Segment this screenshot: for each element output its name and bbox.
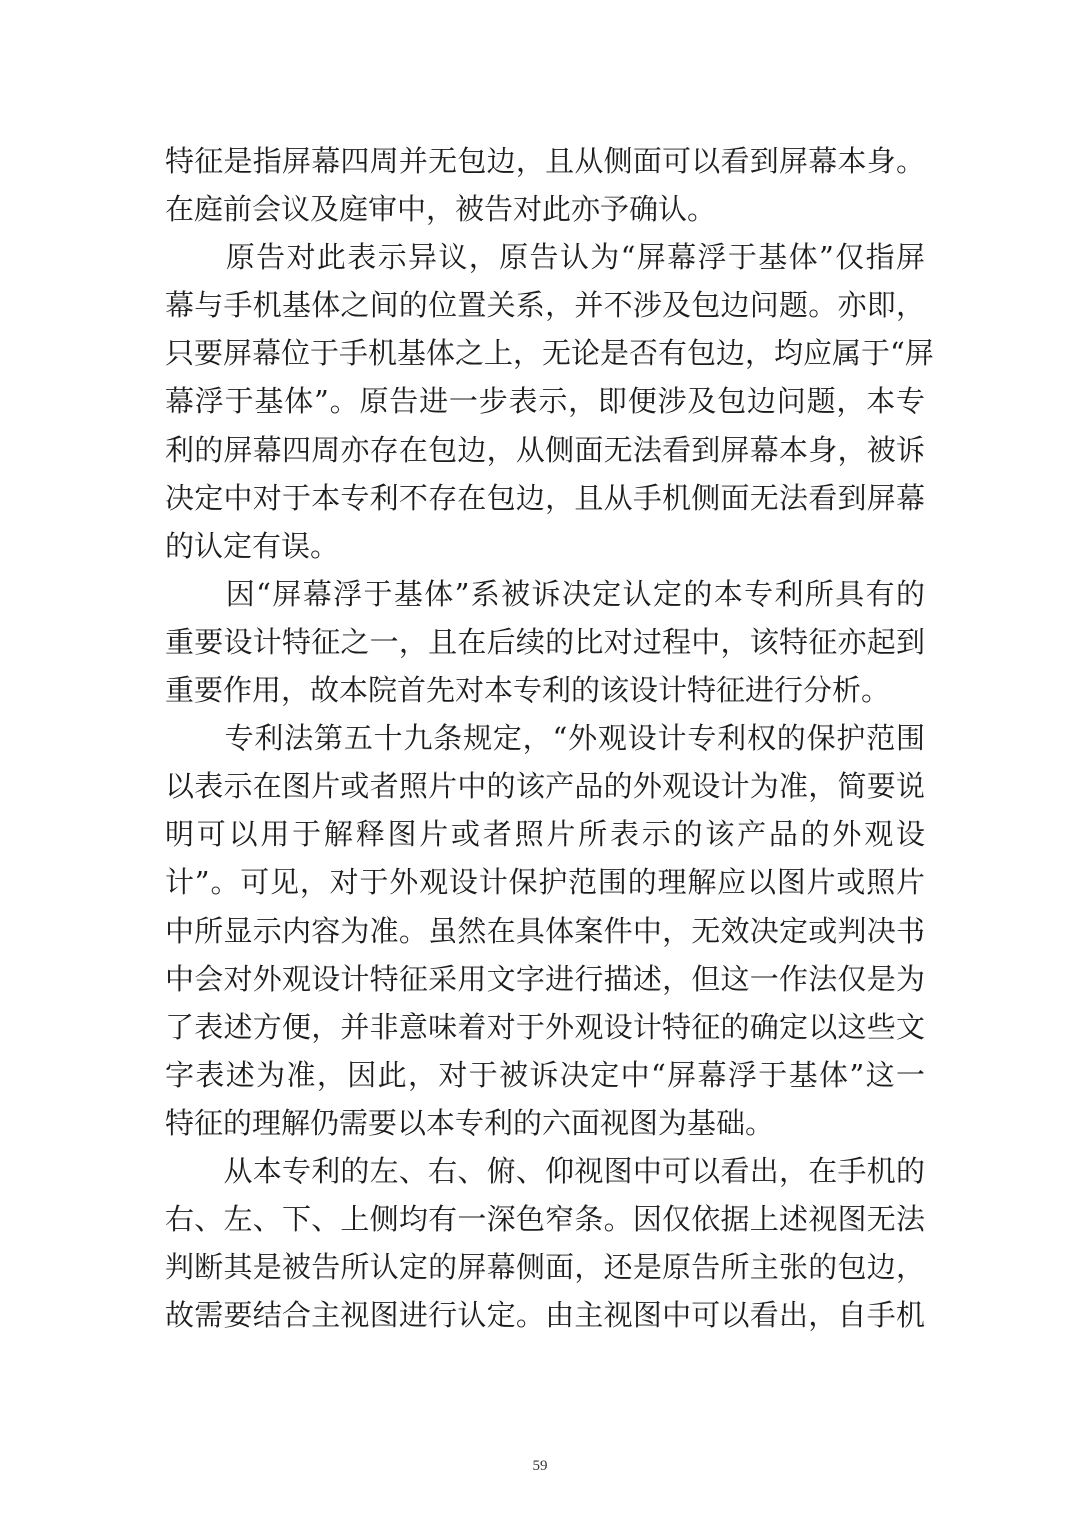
text-line: 明可以用于解释图片或者照片所表示的该产品的外观设 bbox=[165, 817, 925, 852]
text-line: 在庭前会议及庭审中，被告对此亦予确认。 bbox=[165, 192, 717, 227]
text-line: 中所显示内容为准。虽然在具体案件中，无效决定或判决书 bbox=[165, 913, 925, 948]
text-line: 的认定有误。 bbox=[165, 528, 340, 563]
text-line: 故需要结合主视图进行认定。由主视图中可以看出，自手机 bbox=[165, 1298, 925, 1333]
text-line: 以表示在图片或者照片中的该产品的外观设计为准，简要说 bbox=[165, 769, 925, 804]
text-line: 利的屏幕四周亦存在包边，从侧面无法看到屏幕本身，被诉 bbox=[165, 432, 925, 467]
text-line: 专利法第五十九条规定，“外观设计专利权的保护范围 bbox=[165, 721, 925, 756]
page-number: 59 bbox=[532, 1458, 548, 1474]
text-line: 右、左、下、上侧均有一深色窄条。因仅依据上述视图无法 bbox=[165, 1202, 925, 1237]
text-line: 计”。可见，对于外观设计保护范围的理解应以图片或照片 bbox=[165, 865, 925, 900]
text-line: 只要屏幕位于手机基体之上，无论是否有包边，均应属于“屏 bbox=[165, 336, 934, 371]
text-line: 判断其是被告所认定的屏幕侧面，还是原告所主张的包边， bbox=[165, 1250, 925, 1285]
text-line: 特征是指屏幕四周并无包边，且从侧面可以看到屏幕本身。 bbox=[165, 144, 925, 178]
text-line: 因“屏幕浮于基体”系被诉决定认定的本专利所具有的 bbox=[165, 576, 925, 611]
text-line: 重要设计特征之一，且在后续的比对过程中，该特征亦起到 bbox=[165, 624, 925, 659]
text-line: 字表述为准，因此，对于被诉决定中“屏幕浮于基体”这一 bbox=[165, 1057, 925, 1092]
text-line: 从本专利的左、右、俯、仰视图中可以看出，在手机的 bbox=[165, 1153, 925, 1188]
text-line: 幕浮于基体”。原告进一步表示，即便涉及包边问题，本专 bbox=[165, 384, 925, 419]
body-text bbox=[165, 137, 934, 1339]
text-line: 原告对此表示异议，原告认为“屏幕浮于基体”仅指屏 bbox=[165, 240, 925, 275]
text-line: 了表述方便，并非意味着对于外观设计特征的确定以这些文 bbox=[165, 1009, 925, 1044]
text-line: 重要作用，故本院首先对本专利的该设计特征进行分析。 bbox=[165, 673, 891, 708]
text-line: 中会对外观设计特征采用文字进行描述，但这一作法仅是为 bbox=[165, 961, 925, 996]
text-line: 幕与手机基体之间的位置关系，并不涉及包边问题。亦即， bbox=[165, 288, 925, 323]
text-line: 决定中对于本专利不存在包边，且从手机侧面无法看到屏幕 bbox=[165, 480, 925, 515]
text-line: 特征的理解仍需要以本专利的六面视图为基础。 bbox=[165, 1105, 775, 1140]
